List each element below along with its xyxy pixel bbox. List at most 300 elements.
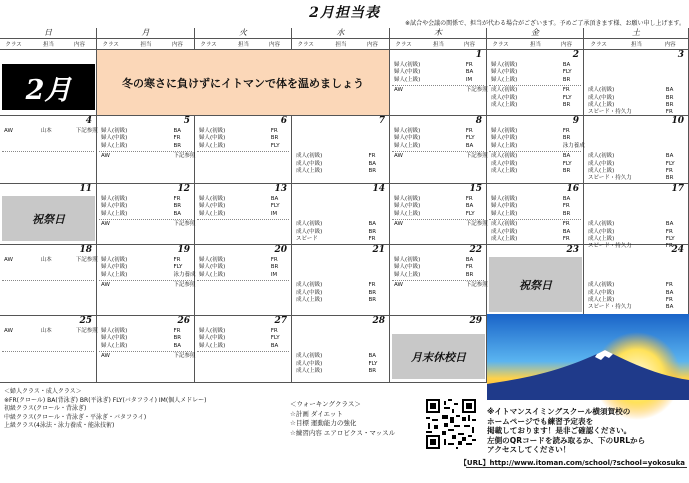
stroke-content: BA <box>368 353 377 360</box>
day-cell <box>487 245 584 316</box>
legend-line: 上級クラス(4泳法・泳力養成・能泳技術) <box>4 422 115 430</box>
class-name: AW <box>101 221 110 228</box>
class-name: 婦人(初級) <box>101 196 128 202</box>
qr-code[interactable] <box>426 399 476 449</box>
stroke-content: 下記参照 <box>465 153 488 160</box>
stroke-content: FLY <box>368 360 378 367</box>
class-name: 成人(上級) <box>588 297 615 303</box>
class-name: スピード・持久力 <box>588 243 632 250</box>
class-name: AW <box>101 282 110 289</box>
day-number: 23 <box>566 245 579 255</box>
column-header: 担当 <box>432 42 444 48</box>
class-name: 婦人(初級) <box>199 128 226 134</box>
stroke-content: BA <box>665 87 674 94</box>
column-header: 担当 <box>140 42 152 48</box>
column-header: 内容 <box>664 42 676 48</box>
stroke-content: BR <box>173 335 182 342</box>
schedule-row <box>2 257 98 265</box>
header-row-cell <box>0 39 97 50</box>
class-name: 成人(中級) <box>491 160 518 167</box>
day-cell <box>584 245 689 316</box>
schedule-row <box>197 343 290 351</box>
stroke-content: BR <box>562 102 571 108</box>
class-name: 成人(中級) <box>588 228 615 235</box>
stroke-content: FLY <box>562 69 572 76</box>
stroke-content: BR <box>562 168 571 174</box>
schedule-row <box>392 77 485 85</box>
header-row-cell <box>390 39 487 50</box>
class-name: 婦人(上級) <box>394 142 421 149</box>
class-name: 婦人(中級) <box>199 335 226 342</box>
stroke-content: BA <box>665 153 674 160</box>
class-name: 成人(上級) <box>296 368 323 374</box>
class-name: 成人(上級) <box>491 102 518 108</box>
class-name: 婦人(中級) <box>491 135 518 142</box>
legend-line: ＜婦人クラス・成人クラス＞ <box>4 388 82 395</box>
column-header: クラス <box>395 42 412 48</box>
stroke-content: FLY <box>173 264 183 271</box>
schedule-row <box>2 328 98 336</box>
class-name: 婦人(初級) <box>101 128 128 134</box>
class-name: 成人(上級) <box>588 168 615 174</box>
class-name: 婦人(中級) <box>491 69 518 76</box>
class-name: 婦人(中級) <box>101 203 128 210</box>
class-name: 婦人(上級) <box>199 142 226 149</box>
day-number: 20 <box>274 245 287 255</box>
class-name: 成人(中級) <box>588 160 615 167</box>
stroke-content: FR <box>368 236 376 242</box>
stroke-content: FLY <box>270 203 280 210</box>
walking-line: ＜ウォーキングクラス＞ <box>290 400 361 408</box>
class-name: スピード <box>296 236 318 242</box>
day-cell <box>584 50 689 116</box>
url-divider <box>466 467 687 468</box>
stroke-content: FR <box>665 243 673 250</box>
stroke-content: FLY <box>270 335 280 342</box>
class-name: 婦人(上級) <box>101 210 128 217</box>
class-name: 婦人(上級) <box>491 142 518 149</box>
class-name: 成人(中級) <box>296 228 323 235</box>
stroke-content: BA <box>270 196 279 202</box>
schedule-row <box>392 211 485 219</box>
month-label: 2月 <box>2 64 95 110</box>
class-name: 成人(中級) <box>491 94 518 101</box>
day-number: 21 <box>372 245 385 255</box>
column-header: 内容 <box>464 42 476 48</box>
stroke-content: 下記参照 <box>75 128 98 134</box>
day-number: 15 <box>469 184 482 194</box>
stroke-content: BA <box>562 62 571 68</box>
schedule-row <box>489 102 582 110</box>
day-number: 6 <box>280 116 287 126</box>
dotted-divider <box>197 219 289 220</box>
stroke-content: BA <box>465 257 474 263</box>
info-line: アクセスしてください！ <box>487 445 571 455</box>
stroke-content: BA <box>368 160 377 167</box>
stroke-content: BR <box>368 297 377 303</box>
stroke-content: BA <box>562 196 571 202</box>
stroke-content: 下記参照 <box>75 257 98 263</box>
stroke-content: FR <box>173 196 181 202</box>
campaign-banner: 冬の寒さに負けずにイトマンで体を温めましょう <box>97 50 390 116</box>
class-name: 婦人(中級) <box>101 135 128 142</box>
day-cell <box>97 184 195 245</box>
day-cell <box>487 50 584 116</box>
class-name: 成人(初級) <box>491 87 518 94</box>
stroke-content: 下記参照 <box>465 221 488 228</box>
day-number: 27 <box>274 316 287 326</box>
column-header: クラス <box>590 42 607 48</box>
schedule-row <box>99 221 196 229</box>
header-row-cell <box>97 39 195 50</box>
class-name: 成人(初級) <box>296 153 323 160</box>
class-name: 婦人(上級) <box>101 342 128 349</box>
stroke-content: FLY <box>465 210 475 217</box>
class-name: 婦人(初級) <box>394 62 421 68</box>
stroke-content: FR <box>270 328 278 334</box>
day-number: 3 <box>677 50 684 60</box>
stroke-content: FR <box>665 228 673 235</box>
day-cell <box>292 116 390 184</box>
class-name: 成人(初級) <box>296 282 323 289</box>
day-cell <box>292 184 390 245</box>
schedule-row <box>392 221 488 229</box>
day-number: 18 <box>79 245 92 255</box>
class-name: 婦人(初級) <box>394 128 421 134</box>
stroke-content: FR <box>465 128 473 134</box>
schedule-row <box>197 211 290 219</box>
day-cell <box>584 116 689 184</box>
day-cell <box>0 116 97 184</box>
stroke-content: 下記参照 <box>173 153 196 160</box>
stroke-content: FR <box>665 168 673 174</box>
stroke-content: BA <box>562 228 571 235</box>
class-name: 成人(初級) <box>296 353 323 360</box>
mount-fuji-sunrise-illustration <box>487 314 689 400</box>
stroke-content: BA <box>465 142 474 149</box>
day-cell <box>487 116 584 184</box>
class-name: AW <box>4 257 13 263</box>
stroke-content: 下記参照 <box>465 87 488 94</box>
class-name: AW <box>394 87 403 94</box>
walking-line: ☆計画 ダイエット <box>290 409 343 418</box>
walking-legend <box>290 400 395 438</box>
class-name: AW <box>101 153 110 160</box>
column-header: 内容 <box>74 42 86 48</box>
class-name: 成人(上級) <box>296 168 323 174</box>
legend-line: 中級クラス(クロール・背泳ぎ・平泳ぎ・バタフライ) <box>4 413 147 421</box>
stroke-content: FR <box>562 203 570 210</box>
weekday-header: 日 <box>0 28 97 39</box>
stroke-content: BA <box>665 304 674 311</box>
header-row-cell <box>292 39 390 50</box>
day-number: 9 <box>572 116 579 126</box>
class-name: 成人(初級) <box>588 282 615 289</box>
day-cell <box>195 316 292 383</box>
class-name: 婦人(初級) <box>199 328 226 334</box>
page-title: 2月担当表 <box>309 5 380 21</box>
day-number: 29 <box>469 316 482 326</box>
day-number: 25 <box>79 316 92 326</box>
schedule-row <box>489 77 582 85</box>
dotted-divider <box>197 151 289 152</box>
schedule-row <box>197 272 290 280</box>
class-name: 成人(初級) <box>491 221 518 228</box>
class-name: 成人(中級) <box>491 228 518 235</box>
notice-text: ※試合や会議の関係で、担当が代わる場合がございます。予めご了承頂きます様、お願い申し上げます。 <box>405 20 685 27</box>
info-line: 左側のQRコードを読み取るか、下のURLから <box>487 435 646 445</box>
schedule-row <box>294 297 388 305</box>
weekday-header: 月 <box>97 28 195 39</box>
stroke-content: 下記参照 <box>465 282 488 289</box>
class-name: 婦人(初級) <box>101 257 128 263</box>
instructor: 山本 <box>40 128 52 134</box>
swim-legend <box>4 388 207 431</box>
day-number: 26 <box>177 316 190 326</box>
class-name: 婦人(上級) <box>394 271 421 278</box>
day-cell <box>97 245 195 316</box>
stroke-content: FR <box>173 135 181 142</box>
dotted-divider <box>2 351 94 352</box>
stroke-content: FR <box>562 221 570 228</box>
column-header: クラス <box>5 42 22 48</box>
legend-line: 初級クラス(クロール・背泳ぎ) <box>4 405 87 413</box>
stroke-content: BA <box>665 221 674 228</box>
day-number: 19 <box>177 245 190 255</box>
day-cell <box>97 116 195 184</box>
info-line: ※イトマンスイミングスクール横須賀校の <box>487 407 631 416</box>
stroke-content: BR <box>665 102 674 108</box>
stroke-content: BR <box>562 76 571 83</box>
homepage-info <box>487 407 645 455</box>
stroke-content: FR <box>562 236 570 242</box>
day-cell <box>292 316 390 383</box>
schedule-row <box>99 353 196 361</box>
class-name: 成人(上級) <box>296 297 323 303</box>
class-name: 婦人(初級) <box>199 257 226 263</box>
stroke-content: BA <box>368 221 377 228</box>
stroke-content: BR <box>173 203 182 210</box>
day-cell <box>487 184 584 245</box>
stroke-content: BA <box>562 153 571 160</box>
schedule-row <box>489 168 582 176</box>
sunrise-image <box>487 314 689 400</box>
schedule-row <box>392 143 485 151</box>
class-name: 婦人(初級) <box>394 257 421 263</box>
stroke-content: FR <box>465 196 473 202</box>
day-number: 16 <box>566 184 579 194</box>
class-name: AW <box>394 282 403 289</box>
class-name: 婦人(上級) <box>199 342 226 349</box>
class-name: スピード・持久力 <box>588 175 632 182</box>
stroke-content: FLY <box>562 160 572 167</box>
stroke-content: BA <box>173 128 182 134</box>
class-name: 婦人(初級) <box>394 196 421 202</box>
stroke-content: 下記参照 <box>173 353 196 360</box>
day-number: 13 <box>274 184 287 194</box>
stroke-content: 下記参照 <box>75 328 98 334</box>
stroke-content: BA <box>173 342 182 349</box>
class-name: 婦人(初級) <box>491 196 518 202</box>
stroke-content: FR <box>465 62 473 68</box>
legend-line: ※FR(クロール) BA(背泳ぎ) BR(平泳ぎ) FLY(バタフライ) IM(個人メドレー) <box>4 396 207 404</box>
column-header: 内容 <box>269 42 281 48</box>
class-name: 婦人(初級) <box>491 62 518 68</box>
class-name: 成人(初級) <box>491 153 518 160</box>
dotted-divider <box>2 151 94 152</box>
schedule-row <box>392 272 485 280</box>
class-name: AW <box>4 128 13 134</box>
day-cell <box>195 184 292 245</box>
class-name: 婦人(上級) <box>199 210 226 217</box>
holiday-block: 祝祭日 <box>489 257 582 312</box>
class-name: 成人(上級) <box>491 168 518 174</box>
weekday-header: 木 <box>390 28 487 39</box>
holiday-block: 月末休校日 <box>392 334 485 379</box>
schedule-row <box>2 128 98 136</box>
class-name: 成人(中級) <box>588 289 615 296</box>
dotted-divider <box>197 280 289 281</box>
stroke-content: BR <box>368 289 377 296</box>
stroke-content: IM <box>270 210 278 217</box>
stroke-content: BA <box>173 210 182 217</box>
day-cell <box>390 116 487 184</box>
day-number: 12 <box>177 184 190 194</box>
stroke-content: FR <box>173 257 181 263</box>
day-number: 2 <box>572 50 579 60</box>
holiday-block: 祝祭日 <box>2 196 95 241</box>
class-name: 成人(中級) <box>296 160 323 167</box>
day-number: 24 <box>671 245 684 255</box>
stroke-content: BA <box>465 69 474 76</box>
stroke-content: FR <box>665 282 673 289</box>
stroke-content: FR <box>465 264 473 271</box>
schedule-row <box>586 175 687 183</box>
class-name: AW <box>394 153 403 160</box>
stroke-content: 泳力養成 <box>562 142 585 149</box>
weekday-header: 火 <box>195 28 292 39</box>
class-name: 成人(初級) <box>588 87 615 94</box>
instructor: 山本 <box>40 257 52 263</box>
schedule-row <box>294 368 388 376</box>
school-url-link[interactable]: 【URL】http://www.itoman.com/school/?school=yokosuka <box>459 459 685 467</box>
stroke-content: FR <box>173 328 181 334</box>
schedule-row <box>489 211 582 219</box>
class-name: 成人(初級) <box>296 221 323 228</box>
stroke-content: 泳力養成 <box>173 271 196 278</box>
schedule-row <box>99 153 196 161</box>
class-name: 婦人(中級) <box>199 203 226 210</box>
dotted-divider <box>2 280 94 281</box>
class-name: スピード・持久力 <box>588 109 632 116</box>
class-name: 婦人(中級) <box>394 264 421 271</box>
class-name: 婦人(初級) <box>491 128 518 134</box>
stroke-content: FLY <box>270 142 280 149</box>
day-cell <box>195 245 292 316</box>
class-name: 成人(上級) <box>491 236 518 242</box>
day-number: 8 <box>475 116 482 126</box>
day-number: 11 <box>79 184 92 194</box>
instructor: 山本 <box>40 328 52 334</box>
class-name: 婦人(中級) <box>394 203 421 210</box>
stroke-content: BR <box>368 368 377 374</box>
schedule-row <box>392 87 488 95</box>
class-name: 婦人(中級) <box>394 69 421 76</box>
column-header: 担当 <box>335 42 347 48</box>
day-cell <box>0 316 97 383</box>
day-number: 1 <box>475 50 482 60</box>
schedule-row <box>99 271 196 280</box>
class-name: 成人(中級) <box>588 94 615 101</box>
class-name: 成人(初級) <box>588 221 615 228</box>
schedule-row <box>392 282 488 290</box>
column-header: 担当 <box>630 42 642 48</box>
class-name: 婦人(中級) <box>101 335 128 342</box>
class-name: 婦人(初級) <box>101 328 128 334</box>
stroke-content: BR <box>465 271 474 278</box>
day-cell <box>390 184 487 245</box>
dotted-divider <box>197 351 289 352</box>
header-row-cell <box>487 39 584 50</box>
stroke-content: FR <box>562 128 570 134</box>
day-number: 14 <box>372 184 385 194</box>
stroke-content: FLY <box>665 236 675 242</box>
stroke-content: FR <box>270 128 278 134</box>
schedule-row <box>294 236 388 244</box>
stroke-content: BR <box>270 135 279 142</box>
class-name: 婦人(上級) <box>394 76 421 83</box>
stroke-content: FR <box>562 87 570 94</box>
stroke-content: BR <box>665 175 674 182</box>
day-cell <box>390 245 487 316</box>
weekday-header: 金 <box>487 28 584 39</box>
column-header: 内容 <box>171 42 183 48</box>
day-number: 10 <box>671 116 684 126</box>
schedule-row <box>99 343 193 351</box>
column-header: 担当 <box>529 42 541 48</box>
schedule-row <box>197 143 290 151</box>
class-name: スピード・持久力 <box>588 304 632 311</box>
class-name: 婦人(上級) <box>491 76 518 83</box>
weekday-header: 水 <box>292 28 390 39</box>
stroke-content: BA <box>270 342 279 349</box>
class-name: 婦人(中級) <box>199 264 226 271</box>
column-header: 担当 <box>42 42 54 48</box>
schedule-row <box>99 143 193 151</box>
stroke-content: FR <box>368 153 376 160</box>
schedule-row <box>586 304 687 312</box>
day-cell <box>292 245 390 316</box>
stroke-content: FLY <box>465 135 475 142</box>
schedule-row <box>489 142 585 151</box>
stroke-content: BR <box>173 142 182 149</box>
stroke-content: BA <box>465 203 474 210</box>
class-name: AW <box>394 221 403 228</box>
day-cell <box>97 316 195 383</box>
stroke-content: BR <box>562 135 571 142</box>
stroke-content: BA <box>665 289 674 296</box>
info-line: 掲載しております！是非ご確認ください。 <box>487 426 632 436</box>
column-header: クラス <box>297 42 314 48</box>
stroke-content: 下記参照 <box>173 221 196 228</box>
day-cell <box>390 316 487 383</box>
stroke-content: FLY <box>665 160 675 167</box>
schedule-row <box>489 236 582 244</box>
header-row-cell <box>195 39 292 50</box>
day-number: 7 <box>378 116 385 126</box>
stroke-content: BR <box>368 228 377 235</box>
stroke-content: IM <box>465 76 473 83</box>
